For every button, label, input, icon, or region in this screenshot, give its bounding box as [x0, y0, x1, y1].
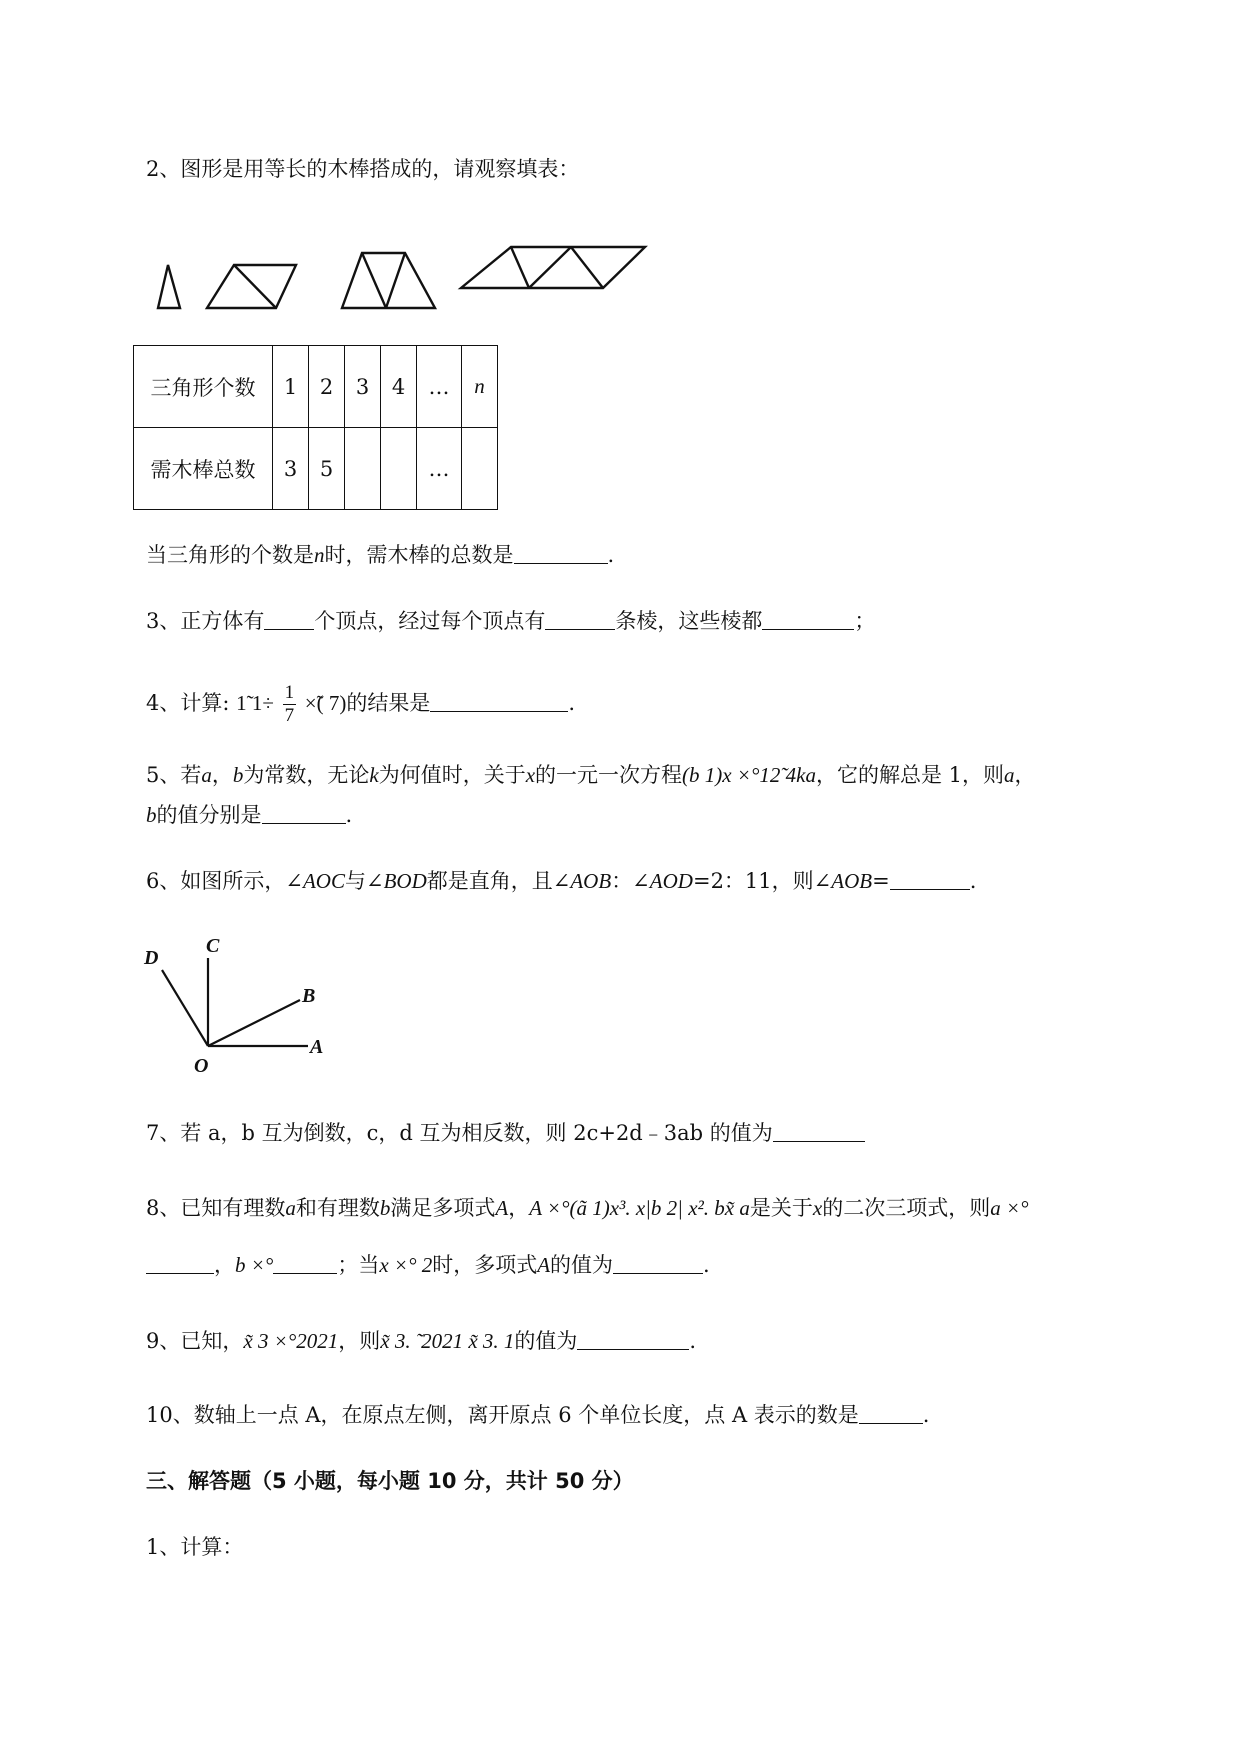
- table-cell: 3: [273, 428, 309, 510]
- section-heading: 三、解答题（5 小题，每小题 10 分，共计 50 分）: [146, 1469, 634, 1493]
- table-header-sticks: 需木棒总数: [134, 428, 273, 510]
- table-cell: 1: [273, 346, 309, 428]
- q6-question: 6、如图所示，∠AOC与∠BOD都是直角，且∠AOB：∠AOD=2：11，则∠AOB= .: [146, 869, 977, 893]
- table-cell: …: [417, 428, 462, 510]
- answer-blank[interactable]: [890, 869, 970, 890]
- table-cell: n: [462, 346, 498, 428]
- ray-od: [162, 970, 208, 1046]
- table-cell[interactable]: [462, 428, 498, 510]
- q5-question-line2: b的值分别是 .: [146, 803, 353, 827]
- answer-blank[interactable]: [264, 609, 314, 630]
- label-d: D: [144, 947, 159, 969]
- table-cell: 4: [381, 346, 417, 428]
- answer-blank[interactable]: [859, 1403, 923, 1424]
- q9-question: 9、已知，x̃ 3 ×°2021，则x̃ 3. ̃ 2021 x̃ 3. 1的值为 .: [146, 1329, 697, 1353]
- q7-question: 7、若 a，b 互为倒数，c，d 互为相反数，则 2c+2d﹣3ab 的值为: [146, 1118, 865, 1148]
- q8-question-line1: 8、已知有理数a和有理数b满足多项式A，A ×°(ã 1)x³. x|b 2| x². bx̃ a是关于x的二次三项式，则a ×°: [146, 1196, 1029, 1220]
- answer-blank[interactable]: [613, 1253, 703, 1274]
- table-cell[interactable]: [345, 428, 381, 510]
- answer-blank[interactable]: [545, 609, 615, 630]
- ray-ob: [208, 1000, 300, 1046]
- stick-triangles-figure: [150, 238, 655, 313]
- answer-blank[interactable]: [273, 1253, 337, 1274]
- label-c: C: [206, 935, 220, 957]
- answer-blank[interactable]: [146, 1253, 214, 1274]
- figure-four-triangles: [461, 247, 645, 288]
- q8-question-line2: ，b ×° ；当x ×° 2时，多项式A的值为 .: [146, 1250, 710, 1280]
- answer-blank[interactable]: [577, 1329, 689, 1350]
- fraction: $\frac{1}{7}$: [284, 682, 295, 726]
- q10-question: 10、数轴上一点 A，在原点左侧，离开原点 6 个单位长度，点 A 表示的数是 .: [146, 1403, 930, 1427]
- q5-question-line1: 5、若a，b为常数，无论k为何值时，关于x的一元一次方程(b 1)x ×°12̃ 4ka，它的解总是 1，则a，: [146, 763, 1036, 787]
- table-cell[interactable]: [381, 428, 417, 510]
- label-a: A: [310, 1036, 324, 1058]
- q2-followup: 当三角形的个数是n时，需木棒的总数是 .: [146, 543, 615, 567]
- figure-one-triangle: [158, 265, 180, 308]
- answer-blank[interactable]: [430, 691, 568, 712]
- table-header-triangles: 三角形个数: [134, 346, 273, 428]
- label-o: O: [194, 1055, 209, 1077]
- table-row: [134, 428, 498, 510]
- label-b: B: [302, 985, 316, 1007]
- answer-blank[interactable]: [762, 609, 854, 630]
- table-cell: 3: [345, 346, 381, 428]
- answer-blank[interactable]: [262, 803, 346, 824]
- s3-q1-prompt: 1、计算：: [146, 1535, 244, 1559]
- triangle-count-table: [133, 345, 498, 510]
- table-cell: …: [417, 346, 462, 428]
- figure-three-triangles: [342, 253, 435, 308]
- answer-blank[interactable]: [773, 1121, 865, 1142]
- table-cell: 5: [309, 428, 345, 510]
- q4-question: 4、计算: 1̃ 1÷ $\frac{1}{7}$ ×̃( 7)的结果是 .: [146, 682, 576, 726]
- figure-two-triangles: [207, 265, 296, 308]
- table-cell: 2: [309, 346, 345, 428]
- table-row: [134, 346, 498, 428]
- answer-blank[interactable]: [514, 543, 608, 564]
- q3-question: 3、正方体有 个顶点，经过每个顶点有 条棱，这些棱都 ；: [146, 609, 876, 633]
- q2-prompt: 2、图形是用等长的木棒搭成的，请观察填表：: [146, 157, 580, 181]
- angle-diagram: [140, 930, 340, 1080]
